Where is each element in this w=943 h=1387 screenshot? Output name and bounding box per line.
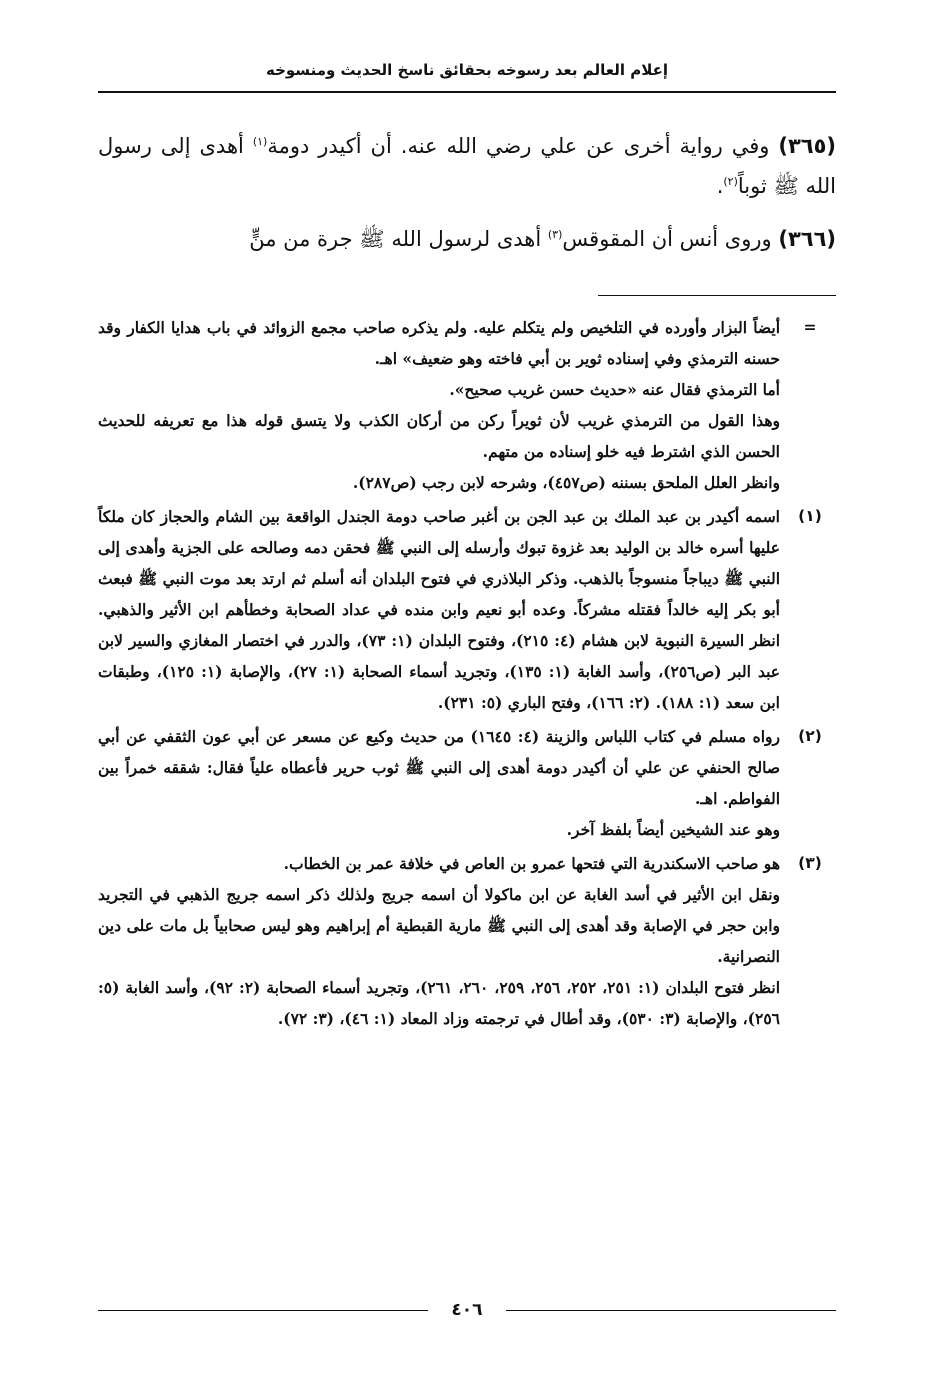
- footnote-3: [98, 848, 836, 1034]
- footnote-separator: [598, 295, 836, 296]
- footnote-2: [98, 721, 836, 845]
- footnote-line: أيضاً البزار وأورده في التلخيص ولم يتكلم عليه. ولم يذكره صاحب مجمع الزوائد في باب هدايا الكفار وقد حسنه الترمذي وفي إسناده ثوير بن أبي فاخته وهو ضعيف» اهـ.: [98, 318, 780, 368]
- footer-rule: [506, 1310, 836, 1311]
- footnote-line: وهذا القول من الترمذي غريب لأن ثويراً ركن من أركان الكذب ولا يتسق قوله هذا مع تعريفه للحديث الحسن الذي اشترط فيه خلو إسناده من متهم.: [98, 411, 780, 461]
- footnote-marker: (٣): [798, 854, 822, 872]
- footnotes: [98, 312, 836, 1034]
- footnote-1: [98, 501, 836, 718]
- footer-rule: [98, 1310, 428, 1311]
- hadith-number: (٣٦٦): [778, 227, 836, 251]
- footnote-line: انظر فتوح البلدان (١: ٢٥١، ٢٥٢، ٢٥٦، ٢٥٩، ٢٦٠، ٢٦١)، وتجريد أسماء الصحابة (٢: ٩٢)، وأسد الغابة (٥: ٢٥٦)، والإصابة (٣: ٥٣٠)، وقد أطال في ترجمته وزاد المعاد (١: ٤٦)، (٣: ٧٢).: [98, 978, 781, 1028]
- footnote-line: وهو عند الشيخين أيضاً بلفظ آخر.: [566, 820, 780, 839]
- hadith-365: (٣٦٥) وفي رواية أخرى عن علي رضي الله عنه. أن أكيدر دومة$^{(١)}$ أهدى إلى رسول الله ﷺ ثوباً$^{(٢)}$.: [98, 134, 837, 198]
- footnote-marker: (٢): [798, 727, 822, 745]
- footnote-ref: (٢): [723, 175, 738, 188]
- footnote-line: رواه مسلم في كتاب اللباس والزينة (٤: ١٦٤٥) من حديث وكيع عن مسعر عن أبي عون الثقفي عن أبي صالح الحنفي عن علي أن أكيدر دومة أهدى إلى النبي ﷺ ثوب حرير فأعطاه علياً فقال: شققه خمراً بين الفواطم. اهـ.: [98, 727, 781, 808]
- footnote-line: أما الترمذي فقال عنه «حديث حسن غريب صحيح».: [449, 380, 780, 399]
- header-rule: [98, 91, 836, 93]
- page-footer: [98, 1298, 836, 1322]
- main-text: [98, 126, 836, 259]
- page-number: ٤٠٦: [451, 1300, 483, 1320]
- hadith-366: (٣٦٦) وروى أنس أن المقوقس$^{(٣)}$ أهدى لرسول الله ﷺ جرة من منٍّ: [249, 227, 836, 251]
- footnote-ref: (١): [252, 135, 268, 148]
- hadith-number: (٣٦٥): [778, 134, 837, 158]
- running-header: إعلام العالم بعد رسوخه بحقائق ناسخ الحديث ومنسوخه: [266, 61, 668, 79]
- footnote-line: ونقل ابن الأثير في أسد الغابة عن ابن ماكولا أن اسمه جريج ولذلك ذكر اسمه جريج الذهبي في التجريد وابن حجر في الإصابة وقد أهدى إلى النبي ﷺ مارية القبطية أم إبراهيم وهو ليس صحابياً بل مات على دين النصرانية.: [98, 885, 780, 966]
- footnote-ref: (٣): [547, 228, 563, 241]
- footnote-marker: =: [803, 318, 817, 336]
- footnote-line: وانظر العلل الملحق بسننه (ص٤٥٧)، وشرحه لابن رجب (ص٢٨٧).: [352, 473, 780, 492]
- footnote-line: اسمه أكيدر بن عبد الملك بن عبد الجن بن أغبر صاحب دومة الجندل الواقعة بين الشام والحجاز كان ملكاً عليها أسره خالد بن الوليد بعد غزوة تبوك وأرسله إلى النبي ﷺ فحقن دمه وصالحه على الجزية وأهدى إلى النبي ﷺ ديباجاً منسوجاً بالذهب. وذكر البلاذري في فتوح البلدان أنه أسلم ثم ارتد بعد موت النبي ﷺ فبعث أبو بكر إليه خالداً فقتله مشركاً. وعده أبو نعيم وابن منده في عداد الصحابة وخطأهم ابن الأثير والذهبي. انظر السيرة النبوية لابن هشام (٤: ٢١٥)، وفتوح البلدان (١: ٧٣)، والدرر في اختصار المغازي والسير لابن عبد البر (ص٢٥٦)، وأسد الغابة (١: ١٣٥)، وتجريد أسماء الصحابة (١: ٢٧)، والإصابة (١: ١٢٥)، وطبقات ابن سعد (١: ١٨٨). (٢: ١٦٦)، وفتح الباري (٥: ٢٣١).: [98, 507, 781, 712]
- footnote-line: هو صاحب الاسكندرية التي فتحها عمرو بن العاص في خلافة عمر بن الخطاب.: [283, 854, 780, 873]
- footnote-continuation: [98, 312, 836, 498]
- footnote-marker: (١): [798, 507, 822, 525]
